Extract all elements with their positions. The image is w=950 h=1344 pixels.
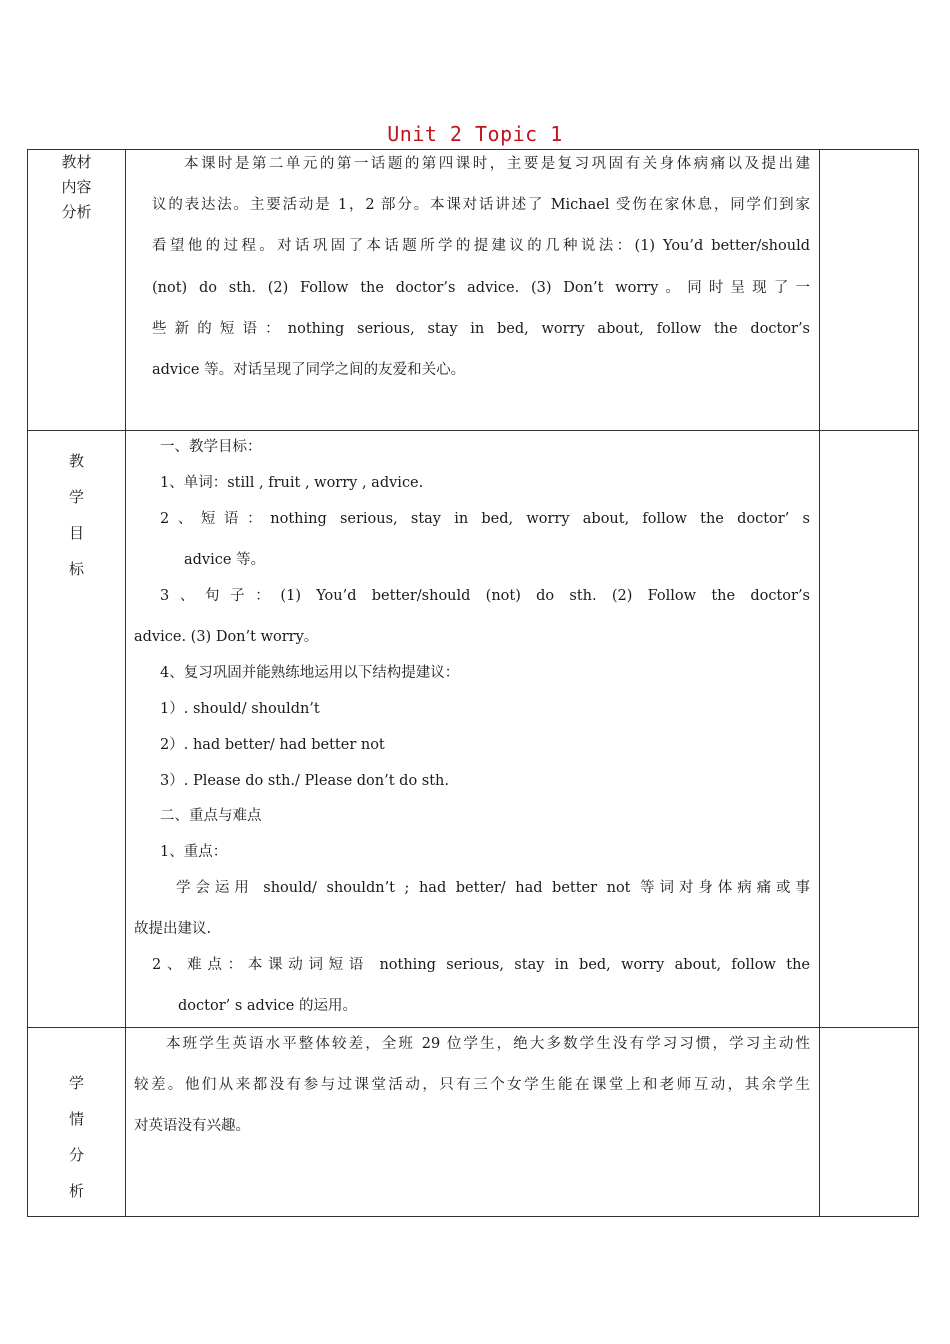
label-student-analysis: 学 情 分 析 <box>28 1028 126 1217</box>
text-line: 些新的短语：nothing serious, stay in bed, worry about, follow the doctor’s <box>152 321 810 337</box>
empty-cell <box>820 150 919 431</box>
row-teaching-objectives <box>28 431 919 1028</box>
text-line: 2、难点：本课动词短语 nothing serious, stay in bed, worry about, follow the <box>152 957 810 973</box>
text-line: 本班学生英语水平整体较差，全班 29 位学生，绝大多数学生没有学习习惯，学习主动性 <box>166 1036 810 1052</box>
text-line: 1、单词：still , fruit , worry , advice. <box>160 475 424 491</box>
empty-cell <box>820 1028 919 1217</box>
text-line: advice 等。对话呈现了同学之间的友爱和关心。 <box>152 362 466 378</box>
row-material-analysis <box>28 150 919 431</box>
row-student-analysis <box>28 1028 919 1217</box>
text-line: 看望他的过程。对话巩固了本话题所学的提建议的几种说法：(1) You’d better/should <box>152 238 810 254</box>
empty-cell <box>820 431 919 1028</box>
text-line: doctor’ s advice 的运用。 <box>178 998 357 1014</box>
text-line: 3）. Please do sth./ Please don’t do sth. <box>160 773 450 789</box>
text-line: 本课时是第二单元的第一话题的第四课时，主要是复习巩固有关身体病痛以及提出建 <box>184 156 810 172</box>
material-analysis-text <box>126 150 820 431</box>
document-title: Unit 2 Topic 1 <box>387 122 563 146</box>
text-line: 2）. had better/ had better not <box>160 737 385 753</box>
text-line: 较差。他们从来都没有参与过课堂活动，只有三个女学生能在课堂上和老师互动，其余学生 <box>134 1077 810 1093</box>
text-line: 1、重点： <box>160 844 228 860</box>
lesson-plan-table <box>27 149 919 1217</box>
student-analysis-text <box>126 1028 820 1217</box>
label-teaching-objectives: 教 学 目 标 <box>28 431 126 1028</box>
text-line: 4、复习巩固并能熟练地运用以下结构提建议： <box>160 665 460 681</box>
text-line: 议的表达法。主要活动是 1，2 部分。本课对话讲述了 Michael 受伤在家休息，同学们到家 <box>152 197 810 213</box>
text-line: advice. (3) Don’t worry。 <box>134 629 319 645</box>
heading-key-points: 二、重点与难点 <box>160 808 262 824</box>
text-line: 学会运用 should/ shouldn’t ; had better/ had better not 等词对身体病痛或事 <box>176 880 810 896</box>
teaching-objectives-text <box>126 431 820 1028</box>
heading-objectives: 一、教学目标： <box>160 439 262 455</box>
text-line: 故提出建议. <box>134 921 212 937</box>
text-line: (not) do sth. (2) Follow the doctor’s advice. (3) Don’t worry。同时呈现了一 <box>152 280 810 296</box>
text-line: 2、短语：nothing serious, stay in bed, worry about, follow the doctor’ s <box>160 511 810 527</box>
text-line: 3、句子：(1) You’d better/should (not) do sth. (2) Follow the doctor’s <box>160 588 810 604</box>
text-line: advice 等。 <box>184 552 266 568</box>
text-line: 对英语没有兴趣。 <box>134 1118 250 1134</box>
text-line: 1）. should/ shouldn’t <box>160 701 320 717</box>
label-material-analysis: 教材 内容 分析 <box>28 150 126 431</box>
